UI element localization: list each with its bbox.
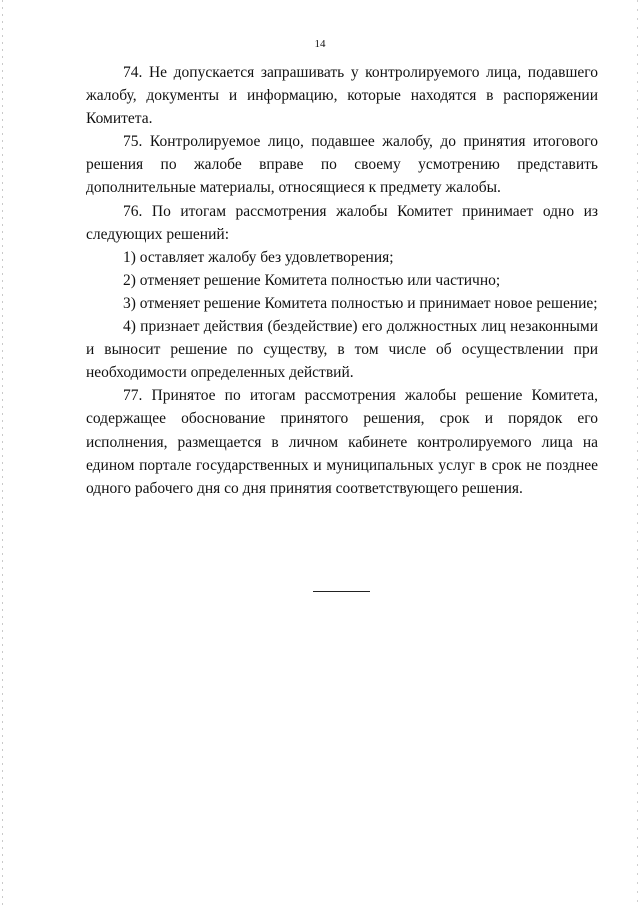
page-number: 14 xyxy=(314,38,326,50)
list-item-2: 2) отменяет решение Комитета полностью или частично; xyxy=(123,271,501,289)
paragraph-74: 74. Не допускается запрашивать у контролируемого лица, подавшего жалобу, документы и информацию, которые находятся в распоряжении Комитета. xyxy=(86,64,598,128)
scan-edge-right xyxy=(637,0,638,905)
end-separator-line xyxy=(313,591,370,592)
paragraph-75: 75. Контролируемое лицо, подавшее жалобу, до принятия итогового решения по жалобе вправе по своему усмотрению представить дополнительные материалы, относящиеся к предмету жалобы. xyxy=(86,133,598,197)
paragraph-76: 76. По итогам рассмотрения жалобы Комитет принимает одно из следующих решений: xyxy=(86,202,598,243)
list-item-3: 3) отменяет решение Комитета полностью и принимает новое решение; xyxy=(123,294,598,312)
document-body xyxy=(86,61,598,500)
list-item-4: 4) признает действия (бездействие) его должностных лиц незаконными и выносит решение по существу, в том числе об осуществлении при необходимости определенных действий. xyxy=(86,318,598,382)
paragraph-77: 77. Принятое по итогам рассмотрения жалобы решение Комитета, содержащее обоснование принятого решения, срок и порядок его исполнения, размещается в личном кабинете контролируемого лица на едином портале государственных и муниципальных услуг в срок не позднее одного рабочего дня со дня принятия соответствующего решения. xyxy=(86,387,598,497)
list-item-1: 1) оставляет жалобу без удовлетворения; xyxy=(123,248,394,266)
scan-edge-left xyxy=(2,0,3,905)
